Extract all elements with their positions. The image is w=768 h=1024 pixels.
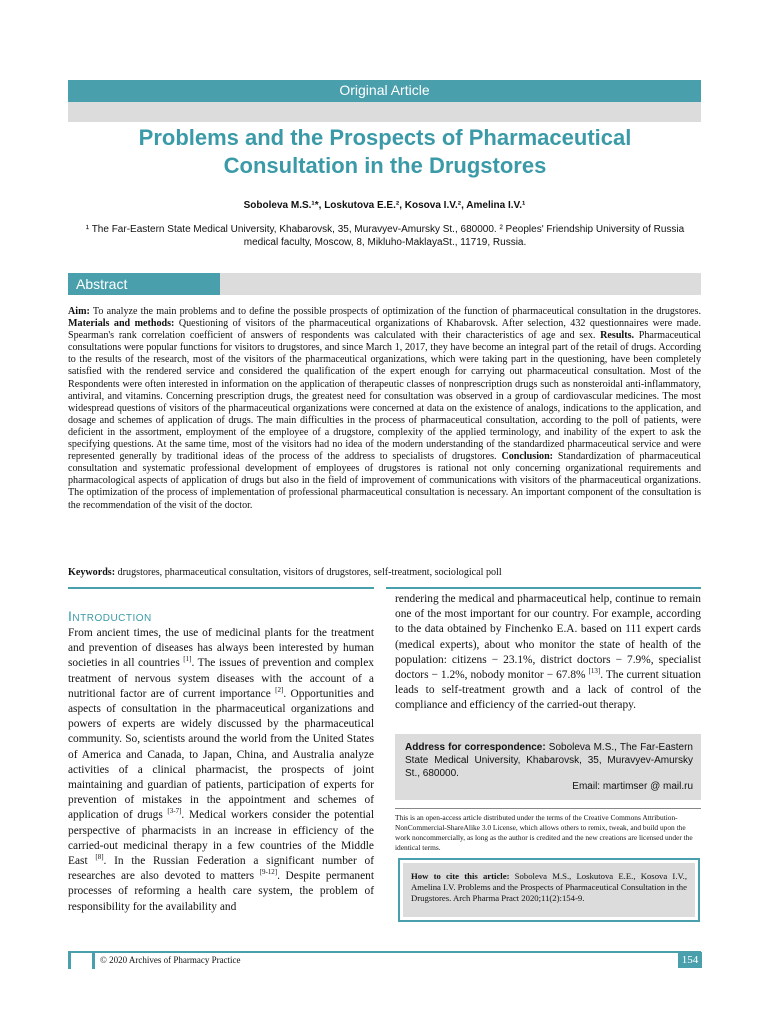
intro-right-text-2: . The current situation leads to self-treatment growth and a lack of control of the compliance and efficiency of the carried-out therapy. xyxy=(395,669,701,712)
citation-box xyxy=(398,858,700,922)
article-type-label: Original Article xyxy=(339,82,430,98)
divider-left xyxy=(68,587,374,589)
article-type-band xyxy=(68,80,701,102)
citation-ref: [8] xyxy=(95,853,104,862)
abstract-body xyxy=(68,306,701,512)
affiliation-line-1: ¹ The Far-Eastern State Medical University, Khabarovsk, 35, Muravyev-Amursky St., 680000. ² Peoples' Friendship University of Russia xyxy=(85,224,685,235)
introduction-text-left xyxy=(68,626,374,915)
author-list: Soboleva M.S.¹*, Loskutova E.E.², Kosova I.V.², Amelina I.V.¹ xyxy=(243,200,526,211)
intro-text-1: From ancient times, the use of medicinal plants for the treatment and prevention of diseases has always been interested by human societies in all countries xyxy=(68,627,374,670)
header-grey-band xyxy=(68,102,701,122)
correspondence-text: Soboleva M.S., The Far-Eastern State Medical University, Khabarovsk, 35, Muravyev-Amursky St., 680000. xyxy=(405,742,693,779)
aim-label: Aim: xyxy=(68,306,90,317)
citation-content xyxy=(403,863,695,917)
page-number: 154 xyxy=(678,952,702,968)
introduction-heading: Introduction xyxy=(68,608,152,624)
results-text: Pharmaceutical consultations were popular functions for visitors to drugstores, and since March 1, 2017, they have become an integral part of the retail of drugs. According to the results of the research, most of the visitors of the pharmaceutical organizations, which were taking part in the questioning, have been completely satisfied with the rendered service and considered the qualification of the expert enough for carrying out pharmaceutical consultation. Most of the Respondents were often interested in information on the application of therapeutic classes of nonprescription drugs such as nonsteroidal anti-inflammatory, antiviral, and vitamins. Concerning prescription drugs, the greatest need for consultation was observed in a group of cardiovascular medicines. The most widespread questions of visitors of the pharmaceutical organizations were concerned at data on the existence of analogs, indications to the application, and dosage and schemes of application of drugs. The main difficulties in the process of pharmaceutical consultation, according to the poll of patients, were deficient in the assortment, employment of the employee of a drugstore, complexity of the applied terminology, and inability of the expert to ask the specifying questions. At the same time, most of the visitors had no idea of the modern understanding of the standardized pharmaceutical service and were represented generally by traditional ideas of the process of the address to specialists of drugstores. xyxy=(68,330,701,463)
article-title: Problems and the Prospects of Pharmaceutical Consultation in the Drugstores xyxy=(138,125,632,178)
results-label: Results. xyxy=(600,330,635,342)
abstract-bar xyxy=(68,273,701,295)
keywords-label: Keywords: xyxy=(68,567,116,578)
correspondence-box xyxy=(395,734,701,800)
affiliations xyxy=(80,223,690,249)
introduction-text-right xyxy=(395,592,701,714)
citation-ref: [1] xyxy=(183,655,192,664)
divider-right xyxy=(386,587,701,589)
intro-text-5: . In the Russian Federation a significant number of researches are also devoted to matters xyxy=(68,855,374,883)
intro-text-3: . Opportunities and aspects of consultation in the pharmaceutical organizations and powers of experts are widely discussed by the pharmaceutical community. So, scientists around the world from the United States of America and Canada, to Japan, China, and Australia analyze activities of a clinical pharmacist, the prospects of joint maintaining and guardian of patients, participation of experts for prevention of mistakes in the appointment and schemes of application of drugs xyxy=(68,687,374,822)
conclusion-text: Standardization of pharmaceutical consultation and systematic professional development of employees of drugstores is rational not only concerning organizational requirements and pharmacological aspects of application of drugs but also in the field of improvement of communications with visitors of the pharmaceutical organizations. The optimization of the process of implementation of professional pharmaceutical consultation is necessary. An important component of the consultation is the recommendation of the visit of the doctor. xyxy=(68,451,701,511)
license-notice: This is an open-access article distributed under the terms of the Creative Commons Attribution-NonCommercial-ShareAlike 3.0 License, which allows others to remix, tweak, and build upon the work noncommercially, as long as the author is credited and the new creations are licensed under the identical terms. xyxy=(395,808,701,853)
citation-ref: [2] xyxy=(275,686,284,695)
footer-copyright: © 2020 Archives of Pharmacy Practice xyxy=(100,955,241,965)
keywords-text: drugstores, pharmaceutical consultation, visitors of drugstores, self-treatment, sociological poll xyxy=(115,567,502,578)
footer-tick xyxy=(68,953,71,969)
methods-label: Materials and methods: xyxy=(68,318,175,330)
correspondence-label: Address for correspondence: xyxy=(405,742,546,753)
citation-ref: [3-7] xyxy=(167,807,182,816)
cite-text: Soboleva M.S., Loskutova E.E., Kosova I.V., Amelina I.V. Problems and the Prospects of Pharmaceutical Consultation in the Drugstores. Arch Pharma Pract 2020;11(2):154-9. xyxy=(411,871,687,903)
citation-ref: [13] xyxy=(588,667,601,676)
affiliation-line-2: medical faculty, Moscow, 8, Mikluho-MaklayaSt., 11719, Russia. xyxy=(243,237,527,248)
citation-ref: [9-12] xyxy=(259,868,278,877)
intro-text-4: . Medical workers consider the potential perspective of pharmacists in an increase in efficiency of the carried-out medicinal therapy in a few countries of the Middle East xyxy=(68,809,374,868)
intro-right-text-1: rendering the medical and pharmaceutical help, continue to remain one of the most important for our country. For example, according to the data obtained by Finchenko E.A. based on 111 expert cards (medical experts), about who monitor the state of health of the population: citizens − 23.1%, district doctors − 7.9%, specialist doctors − 1.2%, nobody monitor − 67.8% xyxy=(395,593,701,682)
conclusion-label: Conclusion: xyxy=(501,451,554,463)
footer-tick xyxy=(92,953,95,969)
intro-text-2: . The issues of prevention and complex treatment of nervous system diseases with the account of a nutritional factor are of current importance xyxy=(68,657,374,700)
intro-text-6: . Despite permanent processes of reforming a health care system, the problem of responsibility for the availability and xyxy=(68,870,374,913)
methods-text: Questioning of visitors of the pharmaceutical organizations of Khabarovsk. After selection, 432 questionnaires were made. Spearman's rank correlation coefficient of answers of respondents was calculated with their characteristics of age and sex. xyxy=(68,318,701,342)
cite-label: How to cite this article: xyxy=(411,871,510,881)
keywords xyxy=(68,567,701,578)
correspondence-email: Email: martimser @ mail.ru xyxy=(572,781,693,792)
abstract-heading: Abstract xyxy=(68,273,220,295)
aim-text: To analyze the main problems and to define the possible prospects of optimization of the function of pharmaceutical consultation in the drugstores. xyxy=(89,306,701,317)
footer-rule xyxy=(68,951,701,953)
